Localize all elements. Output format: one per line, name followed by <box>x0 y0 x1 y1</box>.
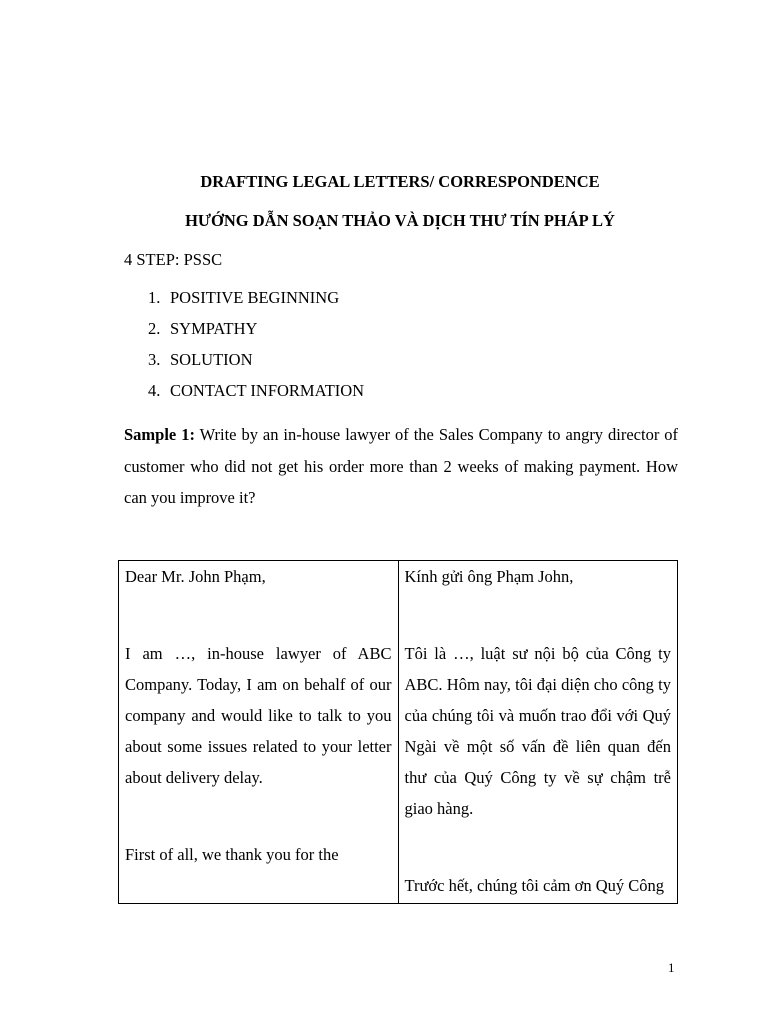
document-title-english: DRAFTING LEGAL LETTERS/ CORRESPONDENCE <box>200 172 600 191</box>
step-label: POSITIVE BEGINNING <box>170 288 340 307</box>
table-row <box>119 561 678 904</box>
step-item <box>148 320 364 351</box>
step-item <box>148 351 364 382</box>
blank-gap <box>405 623 672 638</box>
blank-line <box>125 592 392 623</box>
step-number: 4. <box>148 381 161 400</box>
english-paragraph: I am …, in-house lawyer of ABC Company. Today, I am on behalf of our company and would like to talk to you about some issues related to your letter about delivery delay. <box>125 644 392 787</box>
step-number: 1. <box>148 288 161 307</box>
page-number: 1 <box>668 960 675 975</box>
vietnamese-paragraph: Trước hết, chúng tôi cảm ơn Quý Công <box>404 876 665 895</box>
step-number: 2. <box>148 319 161 338</box>
english-column <box>119 561 399 904</box>
sample-label: Sample 1: <box>124 425 195 444</box>
vietnamese-salutation: Kính gửi ông Phạm John, <box>404 567 574 586</box>
blank-gap <box>405 824 672 870</box>
steps-list <box>148 289 364 413</box>
english-salutation: Dear Mr. John Phạm, <box>125 567 266 586</box>
english-paragraph: First of all, we thank you for the <box>125 845 339 864</box>
blank-line <box>405 592 672 623</box>
step-label: CONTACT INFORMATION <box>170 381 365 400</box>
step-item <box>148 382 364 413</box>
step-number: 3. <box>148 350 161 369</box>
document-title-vietnamese: HƯỚNG DẪN SOẠN THẢO VÀ DỊCH THƯ TÍN PHÁP LÝ <box>185 211 615 230</box>
blank-gap <box>125 623 392 638</box>
vietnamese-column <box>398 561 678 904</box>
step-item <box>148 289 364 320</box>
step-label: SOLUTION <box>170 350 253 369</box>
steps-heading: 4 STEP: PSSC <box>124 250 223 269</box>
vietnamese-paragraph: Tôi là …, luật sư nội bộ của Công ty ABC. Hôm nay, tôi đại diện cho công ty của chúng tôi và muốn trao đổi với Quý Ngài về một số vấn đề liên quan đến thư của Quý Công ty về sự chậm trễ giao hàng. <box>404 644 671 818</box>
bilingual-letter-table <box>118 560 678 904</box>
sample-paragraph <box>124 419 678 514</box>
sample-text: Write by an in-house lawyer of the Sales Company to angry director of customer who did not get his order more than 2 weeks of making payment. How can you improve it? <box>124 425 679 507</box>
step-label: SYMPATHY <box>170 319 258 338</box>
blank-gap <box>125 793 392 839</box>
